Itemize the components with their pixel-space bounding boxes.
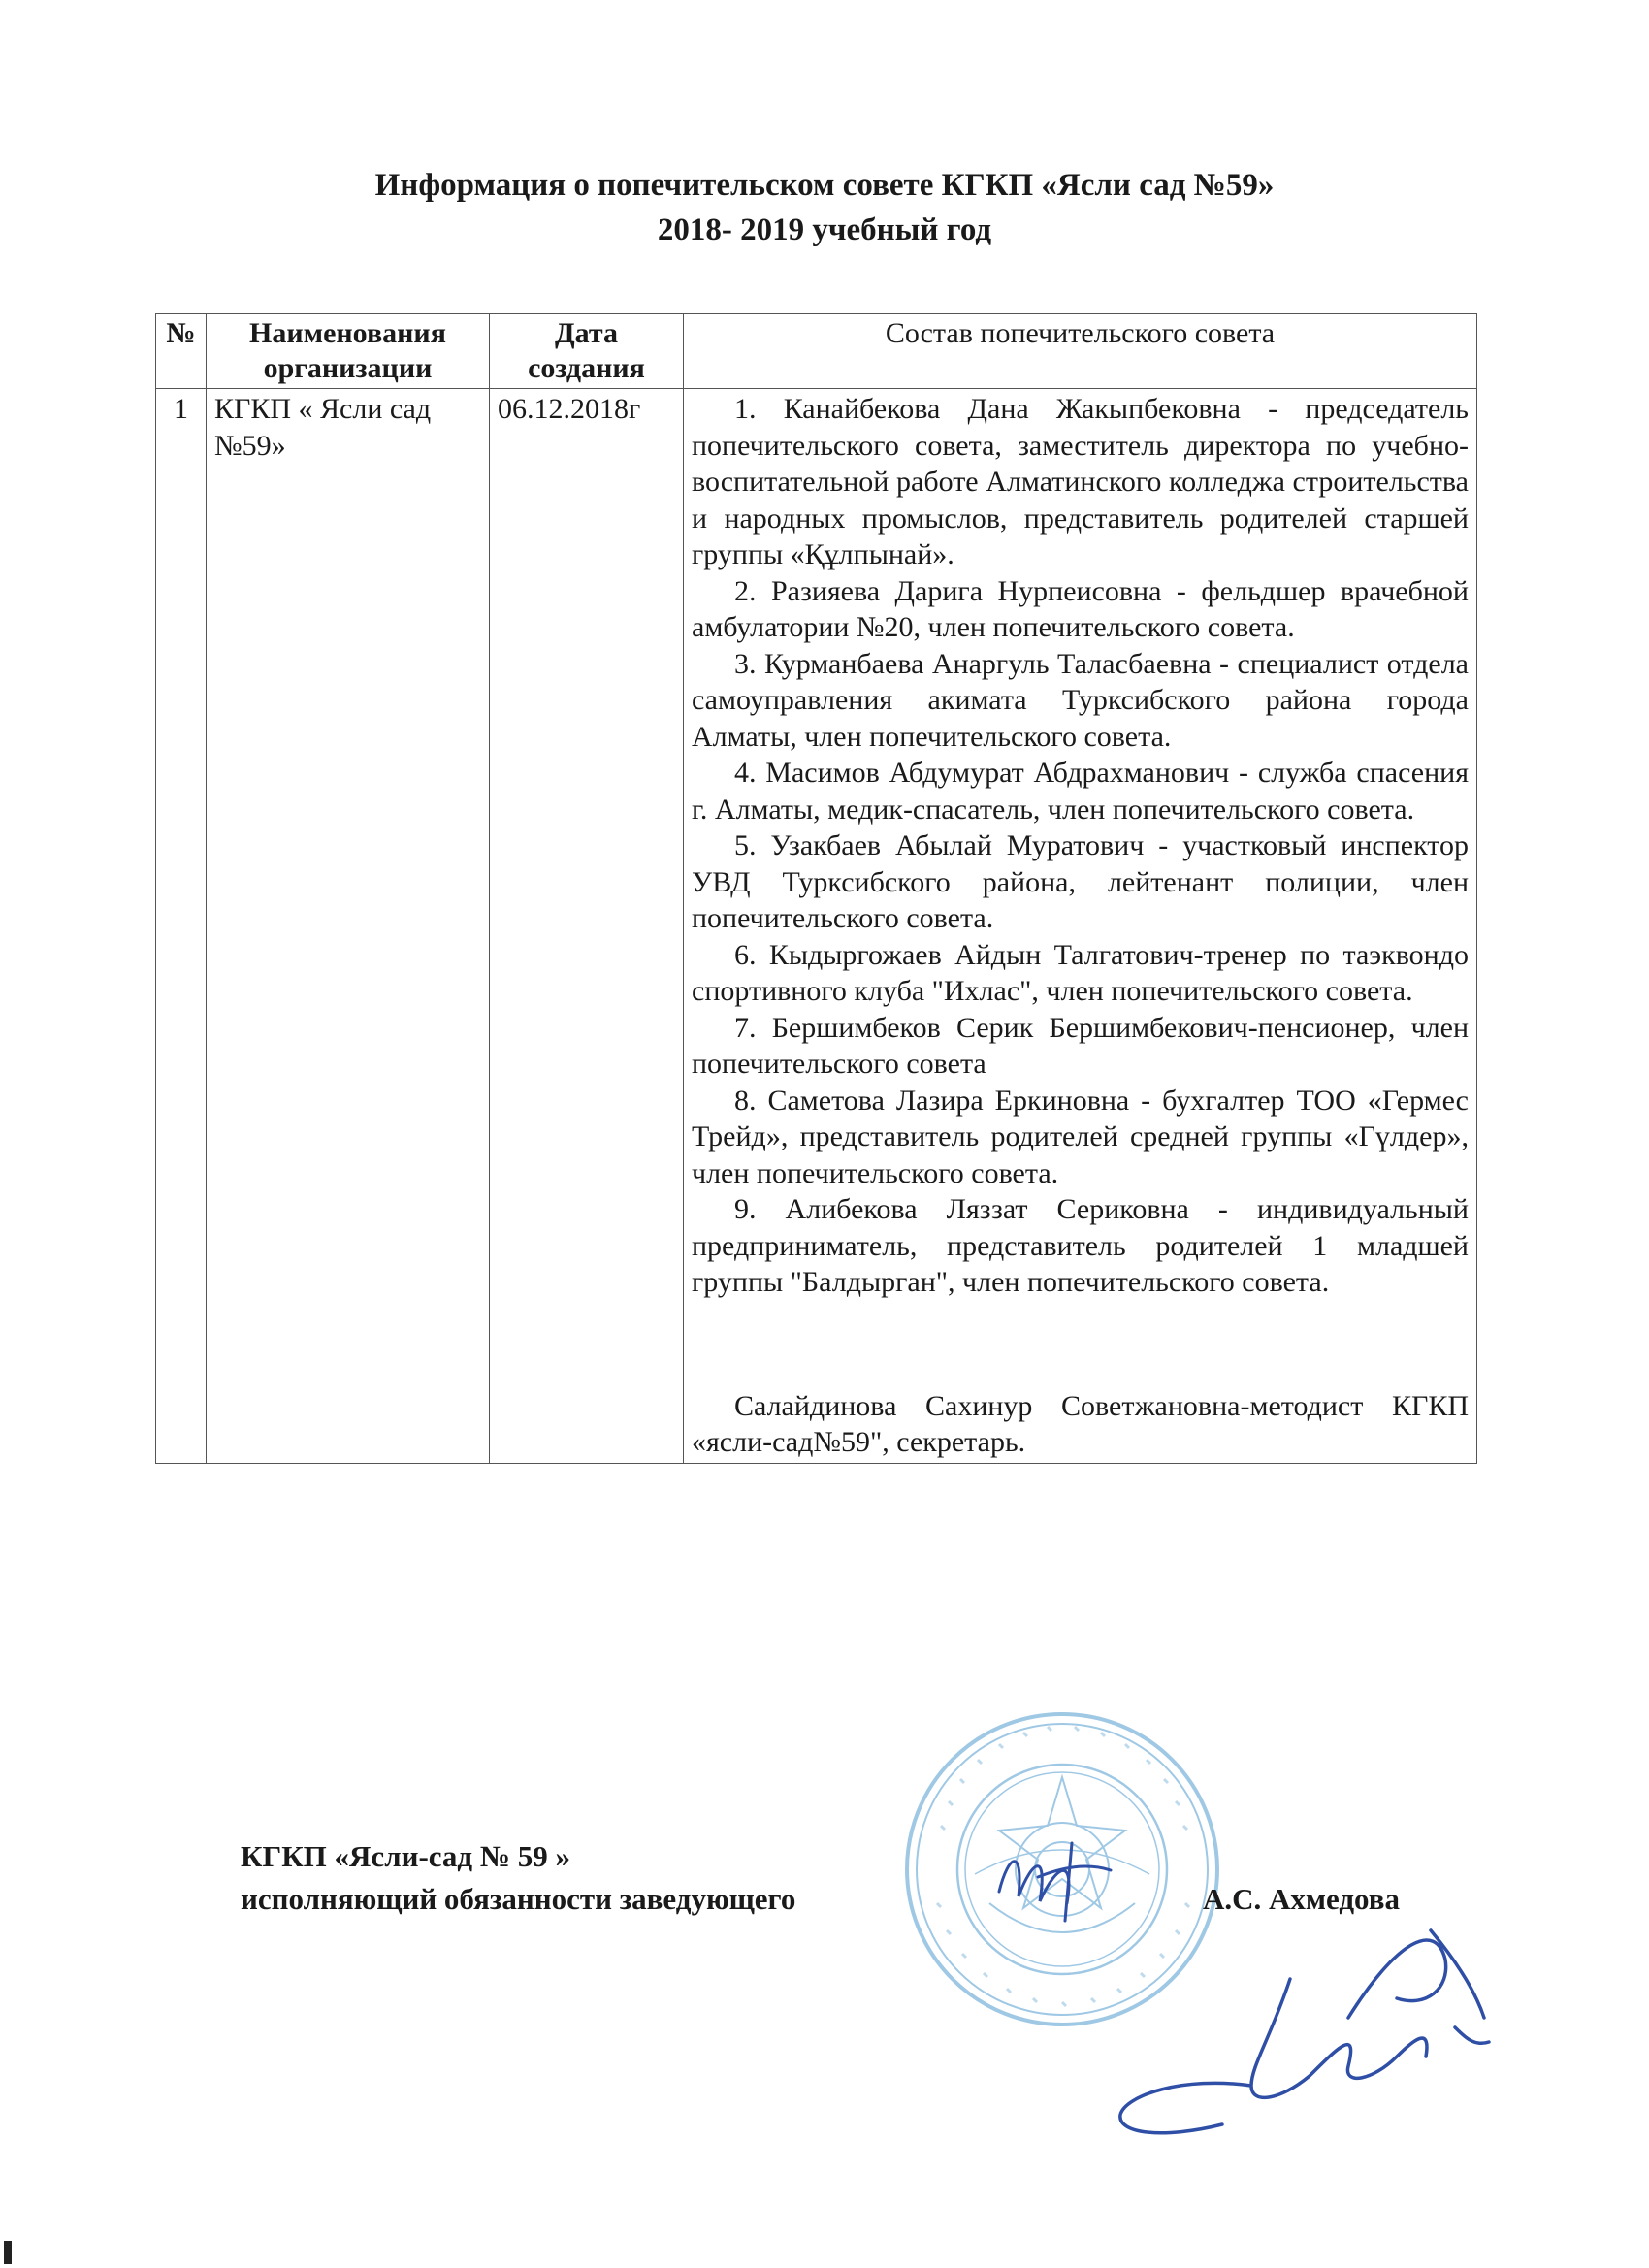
signatory-name: А.С. Ахмедова <box>1203 1882 1401 1916</box>
spacer <box>692 1301 1469 1388</box>
document-title <box>0 163 1649 252</box>
row-num: 1 <box>156 389 207 1464</box>
table-row <box>156 389 1477 1464</box>
member-item: 7. Бершимбеков Серик Бершимбекович-пенсионер, член попечительского совета <box>692 1011 1469 1080</box>
title-line-2: 2018- 2019 учебный год <box>657 212 992 247</box>
handwritten-signature-small <box>980 1824 1125 1935</box>
signature-block <box>241 1835 795 1921</box>
row-date: 06.12.2018г <box>490 389 684 1464</box>
member-item: 6. Кыдыргожаев Айдын Талгатович-тренер по таэквондо спортивного клуба "Ихлас", член попечительского совета. <box>692 938 1469 1007</box>
secretary-item: Салайдинова Сахинур Советжановна-методист КГКП «ясли-сад№59", секретарь. <box>692 1389 1469 1458</box>
handwritten-signature-large <box>1106 1901 1513 2149</box>
signature-org: КГКП «Ясли-сад № 59 » <box>241 1839 570 1873</box>
member-item: 9. Алибекова Ляззат Сериковна - индивидуальный предприниматель, представитель родителей 1 младшей группы "Балдырган", член попечительского совета. <box>692 1193 1469 1298</box>
member-item: 4. Масимов Абдумурат Абдрахманович - служба спасения г. Алматы, медик-спасатель, член попечительского совета. <box>692 757 1469 826</box>
row-org: КГКП « Ясли сад №59» <box>207 389 490 1464</box>
member-item: 5. Узакбаев Абылай Муратович - участковый инспектор УВД Турксибского района, лейтенант полиции, член попечительского совета. <box>692 829 1469 934</box>
header-org: Наименования организации <box>207 314 490 389</box>
title-line-1: Информация о попечительском совете КГКП «Ясли сад №59» <box>374 168 1275 203</box>
council-table <box>155 313 1477 1464</box>
row-composition <box>684 389 1477 1464</box>
member-item: 3. Курманбаева Анаргуль Таласбаевна - специалист отдела самоуправления акимата Турксибского района города Алматы, член попечительского совета. <box>692 647 1469 753</box>
member-item: 1. Канайбекова Дана Жакыпбековна - председатель попечительского совета, заместитель директора по учебно-воспитательной работе Алматинского колледжа строительства и народных промыслов, представитель родителей старшей группы «Құлпынай». <box>692 393 1469 570</box>
member-item: 8. Саметова Лазира Еркиновна - бухгалтер ТОО «Гермес Трейд», представитель родителей средней группы «Гүлдер», член попечительского совета. <box>692 1084 1469 1189</box>
header-date: Дата создания <box>490 314 684 389</box>
signature-role: исполняющий обязанности заведующего <box>241 1882 796 1916</box>
header-composition: Состав попечительского совета <box>684 314 1477 389</box>
header-num: № <box>156 314 207 389</box>
scan-edge-mark <box>4 2241 12 2264</box>
table-header-row <box>156 314 1477 389</box>
member-item: 2. Разияева Дарига Нурпеисовна - фельдшер врачебной амбулатории №20, член попечительского совета. <box>692 574 1469 643</box>
